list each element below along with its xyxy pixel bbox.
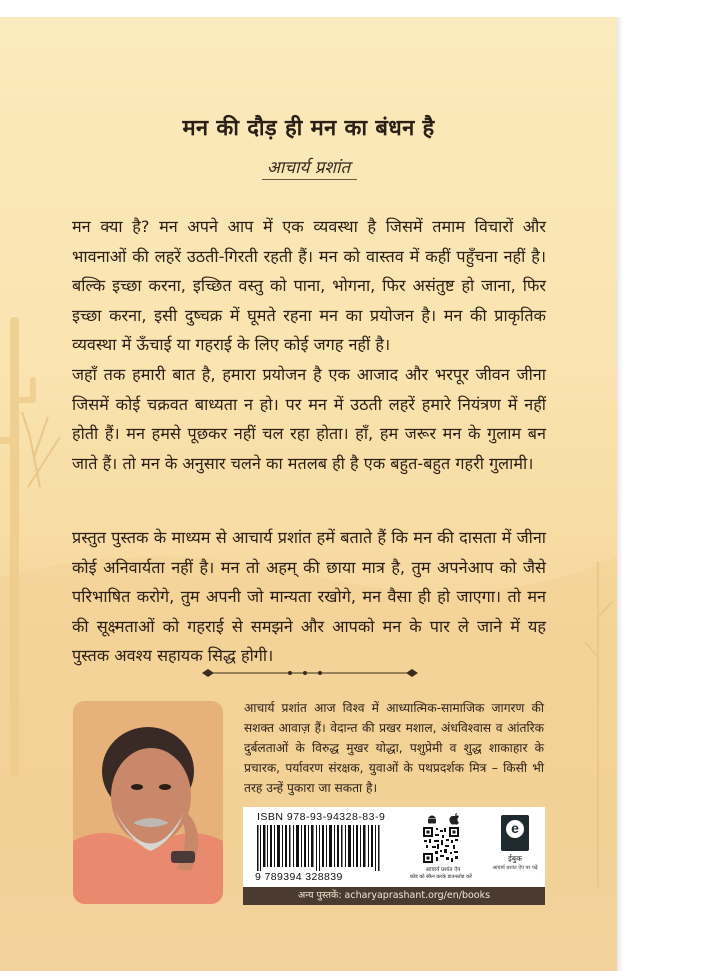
book-title: मन की दौड़ ही मन का बंधन है (182, 116, 435, 141)
back-cover (0, 17, 617, 971)
author-photo (73, 701, 223, 904)
apple-icon (449, 813, 460, 825)
page-edge (617, 17, 623, 971)
isbn-panel (243, 807, 545, 887)
qr-scan-caption: कोड को स्कैन करके डाउनलोड करें (410, 874, 472, 880)
ebook-icon: e (501, 815, 529, 851)
barcode-digits: 9 789394 328839 (255, 871, 343, 883)
isbn-number: ISBN 978-93-94328-83-9 (257, 811, 386, 823)
ebook-label: ईबुक (508, 854, 522, 863)
ebook-sublabel: आचार्य प्रशांत ऐप पर पढ़ें (492, 865, 538, 871)
author-signature: आचार्य प्रशांत (266, 158, 351, 178)
blurb-paragraph-1: मन क्या है? मन अपने आप में एक व्यवस्था है जिसमें तमाम विचारों और भावनाओं की लहरें उठती-गिरती रहती हैं। मन को वास्तव में कहीं पहुँचना नहीं है। बल्कि इच्छा करना, इच्छित वस्तु को पाना, भोगना, फिर असंतुष्ट हो जाना, फिर इच्छा करना, इसी दुष्चक्र में घूमते रहना मन का प्रयोजन है। मन की प्राकृतिक व्यवस्था में ऊँचाई या गहराई के लिए कोई जगह नहीं है। (72, 217, 546, 354)
ornamental-divider (200, 667, 420, 679)
qr-code-icon (423, 827, 459, 863)
blurb-paragraph-3: प्रस्तुत पुस्तक के माध्यम से आचार्य प्रशांत हमें बताते हैं कि मन की दासता में जीना कोई अनिवार्यता नहीं है। मन तो अहम् की छाया मात्र है, तुम अपनेआप को जैसे परिभाषित करोगे, तुम अपनी जो मान्यता रखोगे, मन वैसा ही हो जाएगा। तो मन की सूक्ष्मताओं को गहराई से समझने और आपको मन के पार ले जाने में यह पुस्तक अवश्य सहायक सिद्ध होगी। (72, 528, 546, 665)
more-books-link: अन्य पुस्तकें: acharyaprashant.org/en/books (243, 887, 545, 905)
signature-underline (262, 179, 357, 180)
author-bio: आचार्य प्रशांत आज विश्व में आध्यात्मिक-सामाजिक जागरण की सशक्त आवाज़ हैं। वेदान्त की प्रखर मशाल, अंधविश्वास व आंतरिक दुर्बलताओं के विरुद्ध मुखर योद्धा, पशुप्रेमी व शुद्ध शाकाहार के प्रचारक, पर्यावरण संरक्षक, युवाओं के पथप्रदर्शक मित्र – किसी भी तरह उन्हें पुकारा जा सकता है। (244, 701, 544, 795)
qr-app-label: आचार्य प्रशांत ऐप (425, 867, 461, 873)
barcode-icon (255, 825, 383, 871)
android-icon (426, 813, 438, 825)
blurb-paragraph-2: जहाँ तक हमारी बात है, हमारा प्रयोजन है एक आजाद और भरपूर जीवन जीना जिसमें कोई चक्रवत बाध्यता न हो। पर मन में उठती लहरें हमारे नियंत्रण में नहीं होती हैं। मन हमसे पूछकर नहीं चल रहा होता। हाँ, हम जरूर मन के गुलाम बन जाते हैं। तो मन के अनुसार चलने का मतलब ही है एक बहुत-बहुत गहरी गुलामी। (72, 365, 546, 473)
